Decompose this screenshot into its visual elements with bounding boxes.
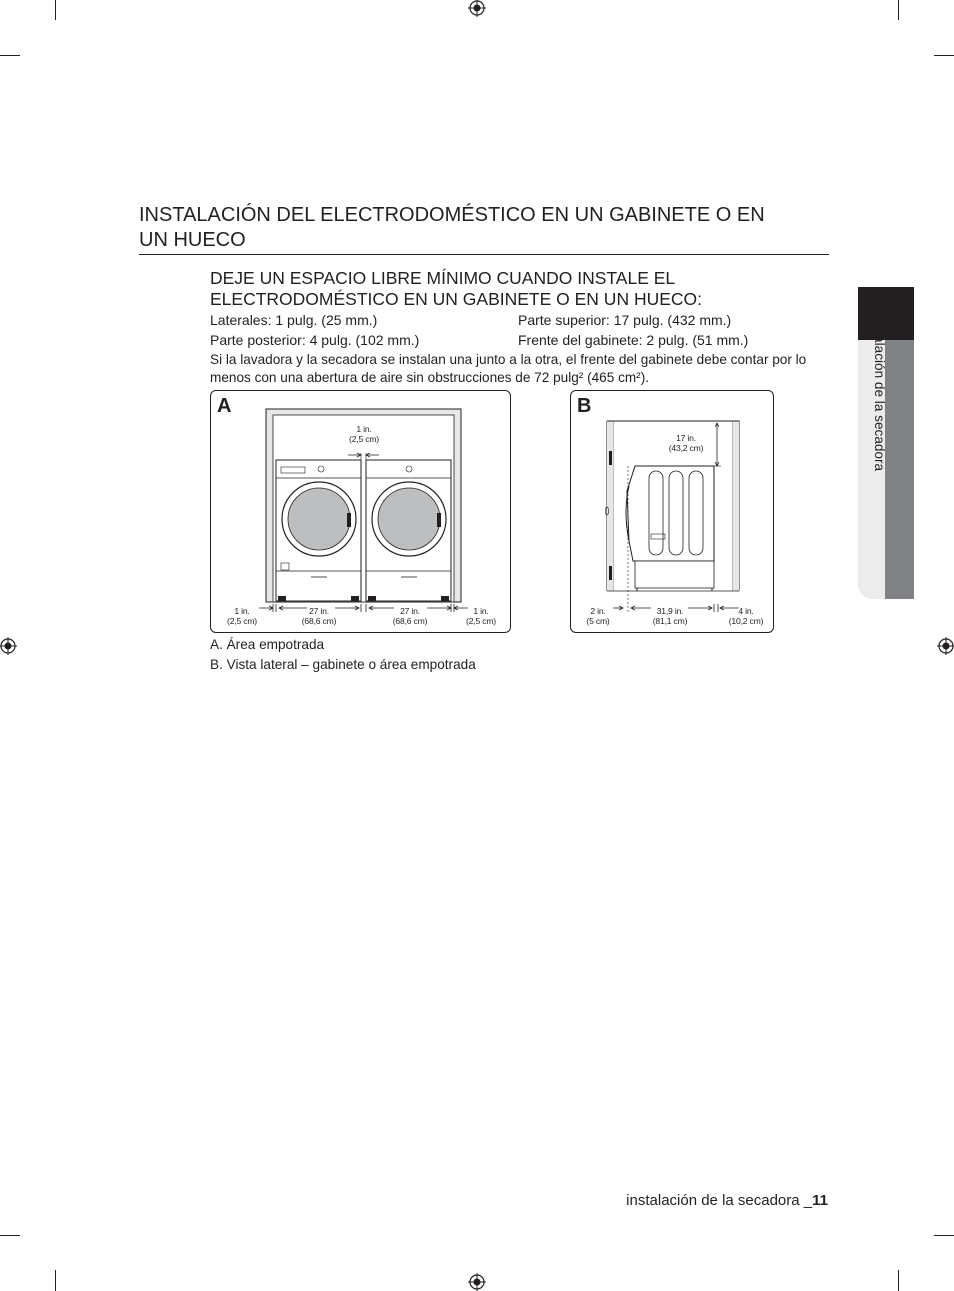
figure-b-top-dim xyxy=(661,433,711,453)
washer-illustration xyxy=(276,460,361,601)
clearance-rear: Parte posterior: 4 pulg. (102 mm.) xyxy=(210,332,420,348)
dim-inches: 1 in. xyxy=(473,606,489,616)
page-number: 11 xyxy=(812,1192,828,1209)
registration-mark-top xyxy=(466,0,488,20)
dim-inches: 27 in. xyxy=(309,606,329,616)
crop-mark xyxy=(0,1235,20,1236)
crop-mark xyxy=(934,1235,954,1236)
footer-section: instalación de la secadora _ xyxy=(626,1192,813,1209)
figure-a-panel xyxy=(210,390,511,633)
dim-cm: (2,5 cm) xyxy=(227,616,257,626)
clearance-sides: Laterales: 1 pulg. (25 mm.) xyxy=(210,312,378,328)
dim-inches: 1 in. xyxy=(234,606,250,616)
clearance-top: Parte superior: 17 pulg. (432 mm.) xyxy=(518,312,732,328)
registration-mark-bottom xyxy=(466,1272,488,1291)
crop-mark xyxy=(0,55,20,56)
page-title-line2: UN HUECO xyxy=(139,229,246,251)
ventilation-paragraph: Si la lavadora y la secadora se instalan una junto a la otra, el frente del gabinete debe contar por lo menos con una abertura de aire sin obstrucciones de 72 pulg² (465 cm²). xyxy=(210,352,807,385)
figure-a-dim-left xyxy=(221,606,263,626)
figure-a-dim-washer xyxy=(295,606,343,626)
figure-b-panel xyxy=(570,390,774,633)
side-tab-gray-block xyxy=(885,340,914,599)
page-title-line1: INSTALACIÓN DEL ELECTRODOMÉSTICO EN UN GABINETE O EN xyxy=(139,204,765,226)
figure-b-dim-depth xyxy=(647,606,693,626)
dryer-illustration xyxy=(366,460,451,601)
dryer-side-illustration xyxy=(626,466,714,591)
dim-cm: (2,5 cm) xyxy=(466,616,496,626)
dim-cm: (68,6 cm) xyxy=(301,616,337,626)
registration-mark-left xyxy=(0,635,20,657)
figure-a-letter: A xyxy=(217,395,232,417)
registration-mark-right xyxy=(934,635,954,657)
page-title xyxy=(139,203,829,253)
dim-cm: (10,2 cm) xyxy=(728,616,764,626)
figure-a-gap-cm: (2,5 cm) xyxy=(349,434,379,444)
caption-b: B. Vista lateral – gabinete o área empotrada xyxy=(210,657,476,672)
side-tab-label: 01 instalación de la secadora xyxy=(872,295,887,472)
figure-b-drawing xyxy=(571,391,773,632)
title-divider xyxy=(139,254,829,255)
crop-mark xyxy=(898,0,899,20)
figure-a-dim-right xyxy=(460,606,502,626)
crop-mark xyxy=(55,0,56,20)
clearance-front: Frente del gabinete: 2 pulg. (51 mm.) xyxy=(518,332,749,348)
caption-a: A. Área empotrada xyxy=(210,637,325,652)
figure-a-gap-inches: 1 in. xyxy=(356,424,372,434)
figure-b-dim-front xyxy=(581,606,615,626)
dim-inches: 2 in. xyxy=(590,606,606,616)
crop-mark xyxy=(55,1270,56,1291)
page-footer xyxy=(626,1192,828,1209)
section-subheading xyxy=(210,268,830,310)
dim-cm: (81,1 cm) xyxy=(652,616,688,626)
dim-cm: (43,2 cm) xyxy=(668,443,704,453)
dim-inches: 31,9 in. xyxy=(656,606,684,616)
dim-cm: (68,6 cm) xyxy=(392,616,428,626)
dim-inches: 27 in. xyxy=(400,606,420,616)
figure-b-letter: B xyxy=(577,395,592,417)
figure-b-dim-rear xyxy=(723,606,769,626)
crop-mark xyxy=(898,1270,899,1291)
dim-cm: (5 cm) xyxy=(586,616,610,626)
crop-mark xyxy=(934,55,954,56)
figure-a-gap-label xyxy=(339,424,389,444)
dim-inches: 17 in. xyxy=(676,433,696,443)
subheading-line1: DEJE UN ESPACIO LIBRE MÍNIMO CUANDO INSTALE EL xyxy=(210,268,676,288)
subheading-line2: ELECTRODOMÉSTICO EN UN GABINETE O EN UN HUECO: xyxy=(210,289,702,309)
figure-a-dim-dryer xyxy=(386,606,434,626)
dim-inches: 4 in. xyxy=(738,606,754,616)
